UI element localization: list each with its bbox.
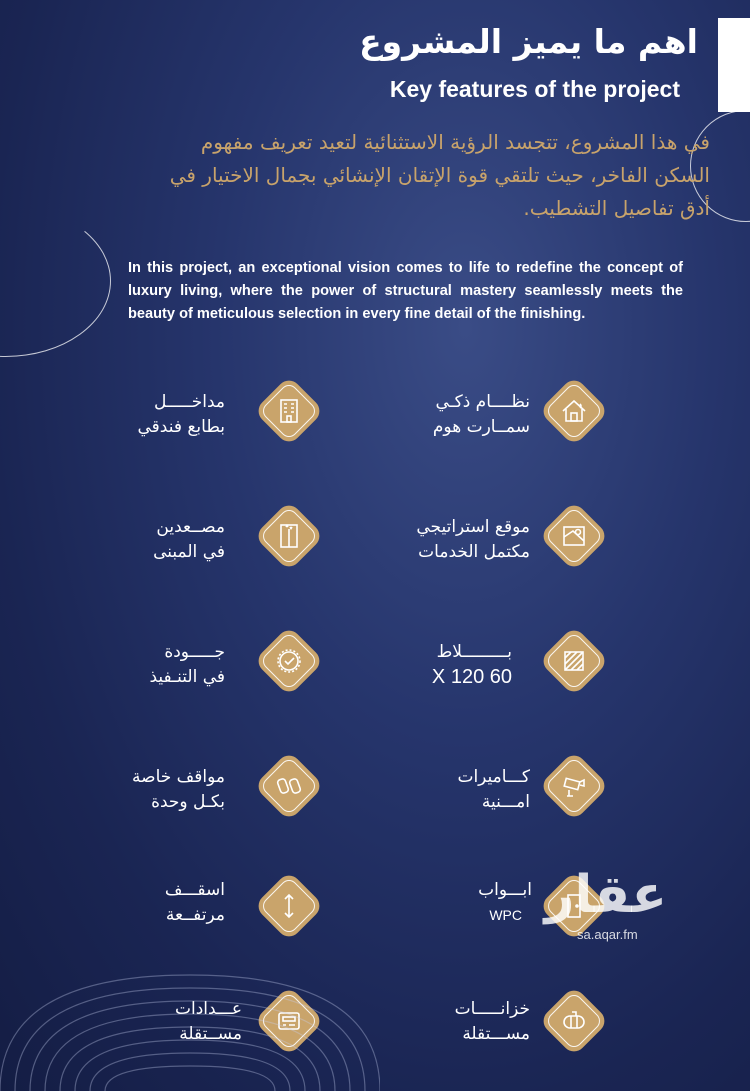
feature-text: [150, 640, 226, 690]
intro-arabic-line: أدق تفاصيل التشطيب.: [523, 196, 710, 220]
decorative-ring-left: [0, 205, 111, 357]
feature-line1: مواقف خاصة: [132, 767, 225, 787]
car-icon: [253, 750, 325, 822]
feature-line1: موقع استراتيجي: [416, 517, 530, 537]
height-icon: [253, 870, 325, 942]
feature-line1: جـــــودة: [164, 642, 225, 662]
feature-line2: مســتقلة: [179, 1024, 242, 1044]
feature-line1: مصــعدين: [156, 517, 225, 537]
feature-text: [137, 390, 225, 440]
feature-line1: نظــــام ذكـي: [435, 392, 530, 412]
feature-line1: ابـــواب: [478, 880, 532, 900]
feature-line1: كـــاميرات: [457, 767, 530, 787]
decorative-arcs: [0, 950, 380, 1091]
feature-line1: خزانـــــات: [454, 999, 530, 1019]
feature-text: [165, 878, 225, 928]
feature-line2: مكتمل الخدمات: [418, 542, 530, 562]
feature-quality: [0, 625, 750, 715]
feature-hotel-entrances: [0, 375, 750, 465]
feature-line2: 60 X 120: [431, 666, 512, 688]
feature-elevators: [0, 500, 750, 590]
feature-line2: في المبنى: [153, 542, 225, 562]
page-title-english: Key features of the project: [389, 76, 680, 102]
feature-line2: في التنـفيذ: [149, 667, 225, 687]
quality-badge-icon: [253, 625, 325, 697]
watermark-logo: عقار: [544, 865, 667, 925]
feature-line2: بطابع فندقي: [137, 417, 225, 437]
aqar-watermark: [544, 865, 667, 945]
building-icon: [253, 375, 325, 447]
feature-line2: سمــارت هوم: [432, 417, 530, 437]
intro-arabic-line: في هذا المشروع، تتجسد الرؤية الاستثنائية لتعيد تعريف مفهوم: [200, 130, 710, 154]
feature-line2: امـــنية: [481, 792, 530, 812]
intro-arabic-line: السكن الفاخر، حيث تلتقي قوة الإتقان الإنشائي بجمال الاختيار في: [169, 163, 710, 187]
feature-line1: اسقـــف: [164, 880, 225, 900]
header-accent-bar: [718, 18, 750, 112]
feature-text: [153, 515, 225, 565]
intro-english: In this project, an exceptional vision comes to life to redefine the concept of luxury living, where the power of structural mastery seamlessly meets the beauty of meticulous selection in every fine detail of the finishing.: [128, 260, 683, 322]
feature-text: [132, 765, 225, 815]
feature-line2: مســـتقلة: [462, 1024, 530, 1044]
page-title-arabic: اهم ما يميز المشروع: [359, 22, 698, 61]
intro-arabic: [110, 126, 710, 225]
feature-line1: عـــدادات: [174, 999, 242, 1019]
feature-line1: مداخـــــل: [153, 392, 225, 412]
feature-parking: [0, 750, 750, 840]
elevator-icon: [253, 500, 325, 572]
watermark-url: sa.aqar.fm: [577, 927, 638, 942]
feature-line2: WPC: [489, 907, 522, 923]
feature-line1: بـــــــــلاط: [436, 642, 512, 662]
feature-line2: بكـل وحدة: [151, 792, 225, 812]
feature-line2: مرتفــعة: [165, 905, 225, 925]
